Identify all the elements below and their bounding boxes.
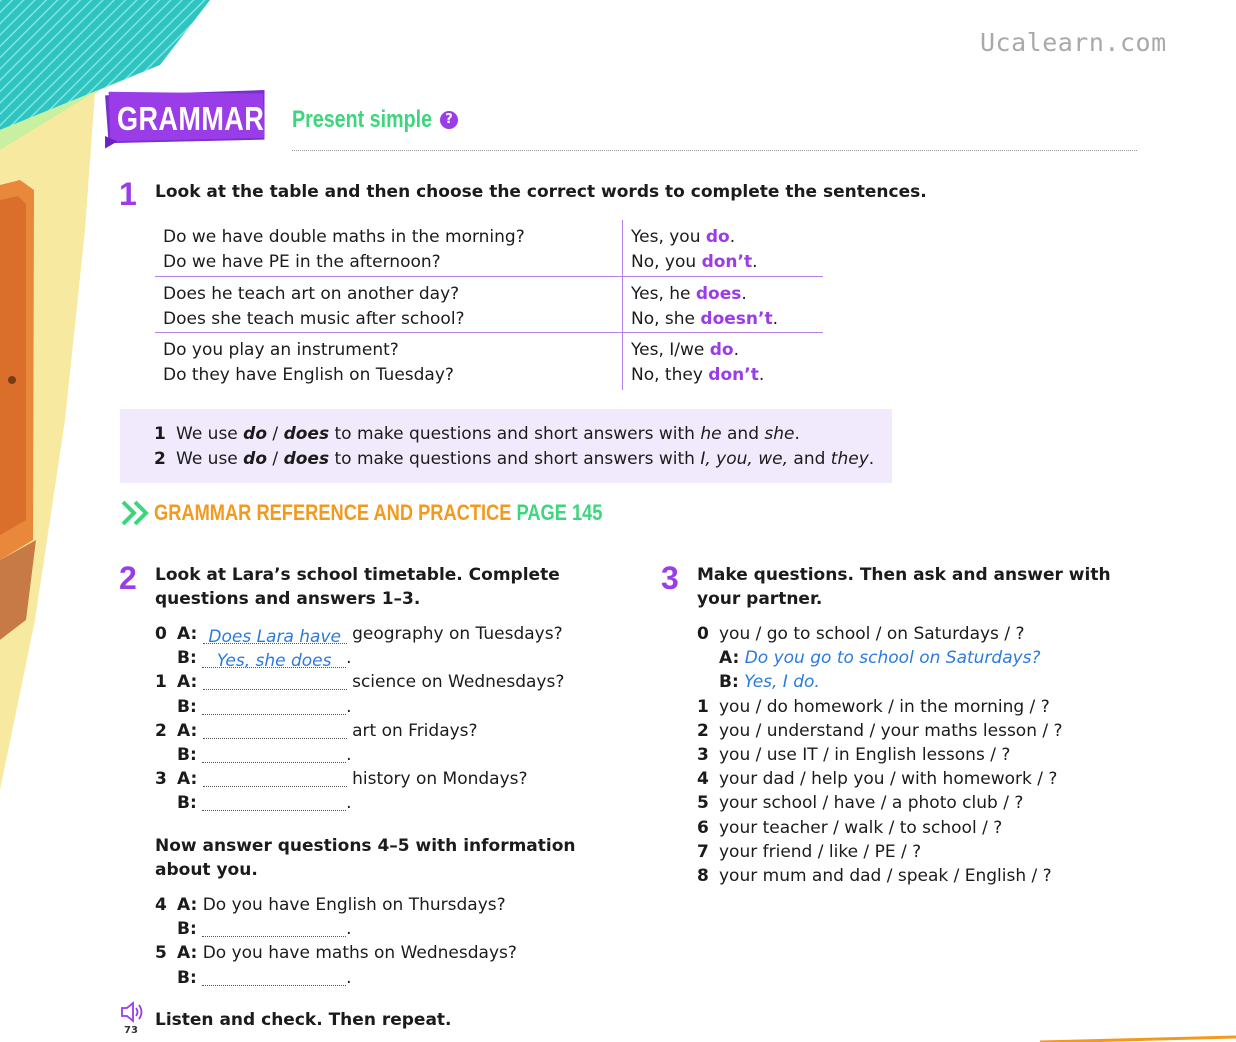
section-title: GRAMMAR <box>117 100 265 137</box>
list-item: 1 you / do homework / in the morning / ? <box>697 696 1050 717</box>
exercise-1-instruction: Look at the table and then choose the correct words to complete the sentences. <box>155 182 927 202</box>
answer-blank[interactable]: Yes, she does <box>202 649 346 668</box>
table-answer: Yes, he does. No, she doesn’t. <box>631 284 779 329</box>
exercise-3-instruction: Make questions. Then ask and answer with your partner. <box>697 565 1111 609</box>
answer-blank[interactable]: Does Lara have <box>203 625 347 644</box>
list-item: 7 your friend / like / PE / ? <box>697 841 922 862</box>
list-item: A: Do you go to school on Saturdays? <box>719 648 1041 669</box>
list-item: B: . <box>177 696 352 717</box>
rule-1: 1 We use do / does to make questions and short answers with he and she. <box>154 424 800 444</box>
question-mark-icon[interactable]: ? <box>440 111 458 129</box>
list-item: B: Yes, she does . <box>177 648 352 672</box>
answer-blank[interactable] <box>202 967 346 986</box>
list-item: 4 A: Do you have English on Thursdays? <box>155 895 506 915</box>
exercise-1-number: 1 <box>119 176 137 212</box>
grammar-table <box>155 220 823 390</box>
table-row: Does he teach art on another day? Does she teach music after school? <box>163 284 465 329</box>
exercise-2-instruction: Look at Lara’s school timetable. Complete questions and answers 1–3. <box>155 565 560 609</box>
double-chevron-icon <box>120 499 154 527</box>
list-item: B: Yes, I do. <box>719 672 820 693</box>
answer-blank[interactable] <box>203 720 347 739</box>
list-item: 6 your teacher / walk / to school / ? <box>697 817 1003 838</box>
answer-blank[interactable] <box>203 768 347 787</box>
answer-blank[interactable] <box>203 671 347 690</box>
exercise-3-items <box>697 622 1063 888</box>
rule-box <box>120 409 892 483</box>
list-item: 2 you / understand / your maths lesson / ? <box>697 720 1063 741</box>
title-divider <box>292 150 1137 151</box>
listen-instruction: Listen and check. Then repeat. <box>155 1010 452 1030</box>
list-item: B: . <box>177 919 352 940</box>
lesson-subtitle: Present simple <box>292 106 433 133</box>
answer-blank[interactable] <box>202 696 346 715</box>
table-row: Do you play an instrument? Do they have English on Tuesday? <box>163 340 454 385</box>
list-item: B: . <box>177 967 352 988</box>
answer-blank[interactable] <box>202 792 346 811</box>
list-item: 4 your dad / help you / with homework / ? <box>697 769 1058 790</box>
speaker-icon[interactable] <box>120 1001 146 1023</box>
table-answer: Yes, I/we do. No, they don’t. <box>631 340 765 385</box>
list-item: 5 your school / have / a photo club / ? <box>697 793 1024 814</box>
list-item: 3 you / use IT / in English lessons / ? <box>697 745 1011 766</box>
exercise-2-personal <box>155 893 517 990</box>
option-does[interactable]: does <box>283 424 330 444</box>
watermark: Ucalearn.com <box>980 28 1167 57</box>
list-item: 2 A: art on Fridays? <box>155 720 478 741</box>
exercise-2-sub-instruction: Now answer questions 4–5 with information about you. <box>155 836 576 880</box>
option-does[interactable]: does <box>283 449 330 469</box>
list-item: 0 A: Does Lara have geography on Tuesdays? <box>155 624 563 647</box>
list-item: 5 A: Do you have maths on Wednesdays? <box>155 943 517 964</box>
list-item: 1 A: science on Wednesdays? <box>155 672 565 693</box>
table-row: Do we have double maths in the morning? Do we have PE in the afternoon? <box>163 227 525 272</box>
list-item: 3 A: history on Mondays? <box>155 769 528 790</box>
list-item: B: . <box>177 793 352 814</box>
answer-blank[interactable] <box>202 918 346 937</box>
exercise-2-items <box>155 622 564 816</box>
exercise-3-number: 3 <box>661 560 679 596</box>
option-do[interactable]: do <box>243 424 268 444</box>
list-item: B: . <box>177 745 352 766</box>
grammar-reference-link[interactable]: GRAMMAR REFERENCE AND PRACTICE PAGE 145 <box>154 500 603 525</box>
rule-2: 2 We use do / does to make questions and short answers with I, you, we, and they. <box>154 449 875 469</box>
answer-blank[interactable] <box>202 744 346 763</box>
list-item: 8 your mum and dad / speak / English / ? <box>697 866 1052 887</box>
option-do[interactable]: do <box>243 449 268 469</box>
exercise-2-number: 2 <box>119 560 137 596</box>
table-answer: Yes, you do. No, you don’t. <box>631 227 758 272</box>
audio-track-number: 73 <box>124 1025 138 1036</box>
list-item: 0 you / go to school / on Saturdays / ? <box>697 624 1025 644</box>
